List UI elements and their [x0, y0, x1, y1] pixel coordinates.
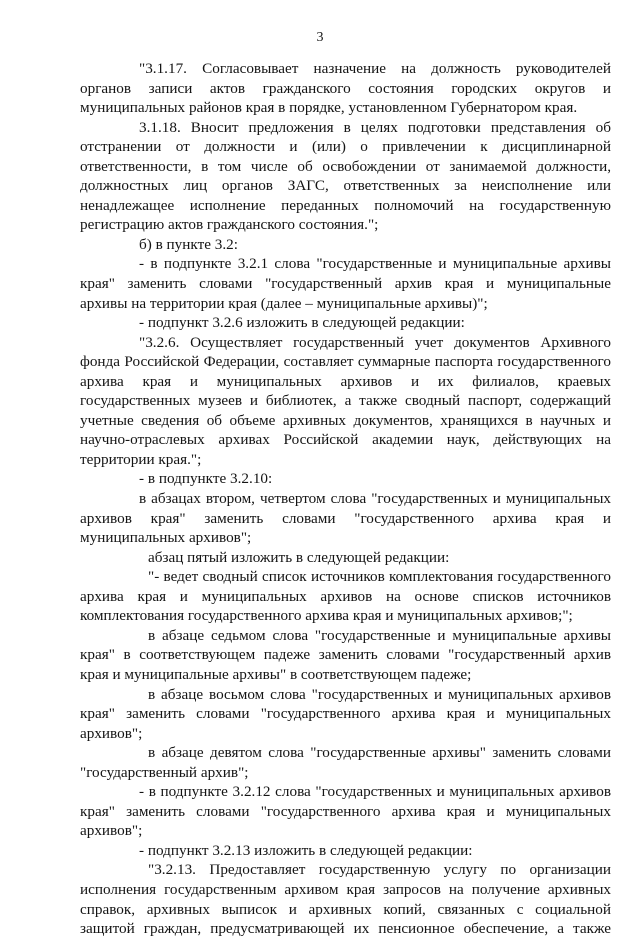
text-line: б) в пункте 3.2: — [139, 235, 238, 253]
text-line: территории края."; — [80, 450, 202, 468]
text-line: должностных лиц органов ЗАГС, ответственных за неисполнение или — [80, 177, 611, 195]
text-line: 3.1.18. Вносит предложения в целях подготовки представления об — [139, 118, 611, 136]
text-line: в абзаце седьмом слова "государственные и муниципальные архивы — [148, 626, 611, 644]
text-line: муниципальных архивов"; — [80, 529, 252, 547]
text-line: в абзаце восьмом слова "государственных и муниципальных архивов — [148, 685, 611, 703]
text-line: архива края и муниципальных архивов на основе списков источников — [80, 587, 611, 605]
text-line: фонда Российской Федерации, составляет суммарные паспорта государственного — [80, 353, 611, 371]
text-line: "государственный архив"; — [80, 763, 249, 781]
text-line: ответственности, в том числе об освобождении от занимаемой должности, — [80, 157, 611, 175]
text-line: края" заменить словами "государственного архива края и муниципальных — [80, 705, 611, 723]
text-line: - в подпункте 3.2.1 слова "государственные и муниципальные архивы — [139, 255, 611, 273]
text-line: края" заменить словами "государственного архива края и муниципальных — [80, 802, 611, 820]
text-line: архивов края" заменить словами "государственного архива края и — [80, 509, 611, 527]
text-line: справок, архивных выписок и архивных копий, связанных с социальной — [80, 900, 611, 918]
text-line: "3.2.13. Предоставляет государственную услугу по организации — [148, 861, 611, 879]
text-line: защитой граждан, предусматривающей их пенсионное обеспечение, а также — [80, 920, 611, 938]
document-body — [80, 59, 611, 939]
text-line: органов записи актов гражданского состояния городских округов и — [80, 79, 611, 97]
text-line: - в подпункте 3.2.10: — [139, 470, 273, 488]
text-line: архивы на территории края (далее – муниципальные архивы)"; — [80, 294, 488, 312]
text-line: архивов"; — [80, 822, 143, 840]
page-number: 3 — [316, 30, 324, 45]
text-line: архива края и муниципальных архивов и их филиалов, краевых — [80, 372, 611, 390]
text-line: регистрацию актов гражданского состояния."; — [80, 216, 379, 234]
text-line: - подпункт 3.2.6 изложить в следующей редакции: — [139, 314, 465, 332]
text-line: исполнения государственным архивом края запросов на получение архивных — [80, 880, 611, 898]
text-line: отстранении от должности и (или) о привлечении к дисциплинарной — [80, 138, 611, 156]
text-line: в абзацах втором, четвертом слова "государственных и муниципальных — [139, 490, 611, 508]
text-line: края и муниципальные архивы" в соответствующем падеже; — [80, 665, 472, 683]
text-line: учетные сведения об объеме архивных документов, хранящихся в научных и — [80, 411, 611, 429]
text-line: "3.1.17. Согласовывает назначение на должность руководителей — [139, 60, 611, 77]
text-line: комплектования государственного архива края и муниципальных архивов;"; — [80, 607, 573, 625]
text-line: архивов"; — [80, 724, 143, 742]
text-line: "- ведет сводный список источников комплектования государственного — [148, 568, 611, 586]
text-line: - подпункт 3.2.13 изложить в следующей редакции: — [139, 841, 473, 859]
text-line: края" в соответствующем падеже заменить словами "государственный архив — [80, 646, 611, 664]
text-line: края" заменить словами "государственный архив края и муниципальные — [80, 275, 611, 293]
text-line: научно-отраслевых архивах Российской академии наук, действующих на — [80, 431, 611, 449]
text-line: абзац пятый изложить в следующей редакции: — [148, 548, 450, 566]
text-line: государственных музеев и библиотек, а также сводный паспорт, содержащий — [80, 392, 611, 410]
text-line: муниципальных районов края в порядке, установленном Губернатором края. — [80, 99, 578, 117]
text-line: "3.2.6. Осуществляет государственный учет документов Архивного — [139, 333, 611, 351]
text-line: - в подпункте 3.2.12 слова "государственных и муниципальных архивов — [139, 783, 611, 801]
text-line: ненадлежащее исполнение переданных полномочий на государственную — [80, 196, 611, 214]
text-line: в абзаце девятом слова "государственные архивы" заменить словами — [148, 744, 611, 762]
